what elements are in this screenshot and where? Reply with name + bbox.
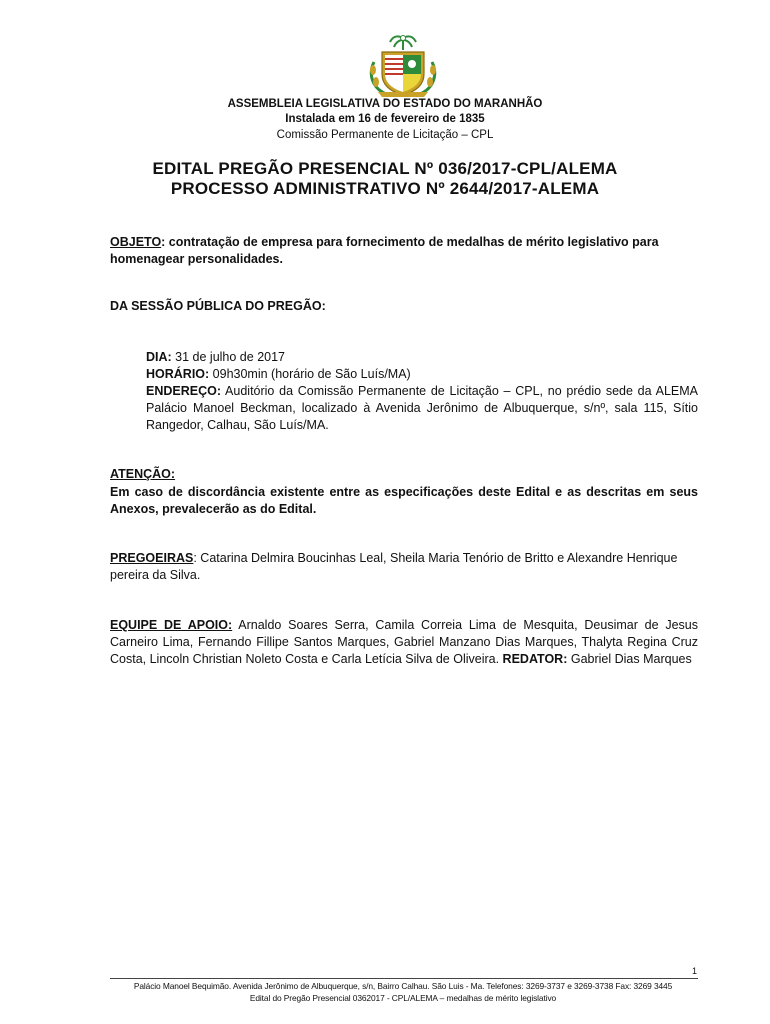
atencao-text: Em caso de discordância existente entre as especificações deste Edital e as descritas em seus Anexos, prevalecerão as do Edital. <box>110 485 698 516</box>
pregoeiras-paragraph <box>110 550 698 584</box>
equipe-text: Arnaldo Soares Serra, Camila Correia Lima de Mesquita, Deusimar de Jesus Carneiro Lima, Fernando Fillipe Santos Marques, Gabriel Manzano Dias Marques, Thalyta Regina Cruz Costa, Lincoln Christian Noleto Costa e Carla Letícia Silva de Oliveira. <box>110 618 699 666</box>
edital-title: EDITAL PREGÃO PRESENCIAL Nº 036/2017-CPL/ALEMA <box>152 159 618 178</box>
equipe-label: EQUIPE DE APOIO: <box>110 618 233 632</box>
process-title: PROCESSO ADMINISTRATIVO Nº 2644/2017-ALEMA <box>170 179 600 198</box>
redator-value: Gabriel Dias Marques <box>567 652 692 666</box>
footer-address: Palácio Manoel Bequimão. Avenida Jerônimo de Albuquerque, s/n, Bairro Calhau. São Luis - Ma. Telefones: 3269-3737 e 3269-3738 Fax: 3269 3445 <box>133 981 673 991</box>
equipe-paragraph <box>110 617 698 668</box>
atencao-heading: ATENÇÃO: <box>110 467 176 481</box>
footer-reference: Edital do Pregão Presencial 0362017 - CPL/ALEMA – medalhas de mérito legislativo <box>249 993 557 1003</box>
sessao-heading: DA SESSÃO PÚBLICA DO PREGÃO: <box>110 299 326 313</box>
horario-line <box>146 366 698 383</box>
footer-divider <box>110 978 698 979</box>
objeto-text: : contratação de empresa para fornecimento de medalhas de mérito legislativo para homenagear personalidades. <box>110 235 659 266</box>
institution-name: ASSEMBLEIA LEGISLATIVA DO ESTADO DO MARANHÃO <box>227 98 543 110</box>
redator-label: REDATOR: <box>502 652 568 666</box>
founded-date: Instalada em 16 de fevereiro de 1835 <box>285 113 485 125</box>
pregoeiras-label: PREGOEIRAS <box>110 551 194 565</box>
objeto-label: OBJETO <box>110 235 162 249</box>
coat-of-arms-emblem <box>366 32 440 98</box>
pregoeiras-text: : Catarina Delmira Boucinhas Leal, Sheila Maria Tenório de Britto e Alexandre Henrique pereira da Silva. <box>110 551 678 582</box>
endereco-value: Auditório da Comissão Permanente de Licitação – CPL, no prédio sede da ALEMA Palácio Manoel Beckman, localizado à Avenida Jerônimo de Albuquerque, s/nº, sala 115, Sítio Rangedor, Calhau, São Luís/MA. <box>146 384 698 432</box>
objeto-paragraph <box>110 234 698 268</box>
page-number: 1 <box>691 966 697 976</box>
commission-name: Comissão Permanente de Licitação – CPL <box>276 129 494 141</box>
dia-line <box>146 349 698 366</box>
horario-value: 09h30min (horário de São Luís/MA) <box>209 367 411 381</box>
endereco-label: ENDEREÇO: <box>146 384 222 398</box>
endereco-paragraph <box>146 383 698 434</box>
dia-label: DIA: <box>146 350 172 364</box>
dia-value: 31 de julho de 2017 <box>171 350 285 364</box>
horario-label: HORÁRIO: <box>146 367 210 381</box>
